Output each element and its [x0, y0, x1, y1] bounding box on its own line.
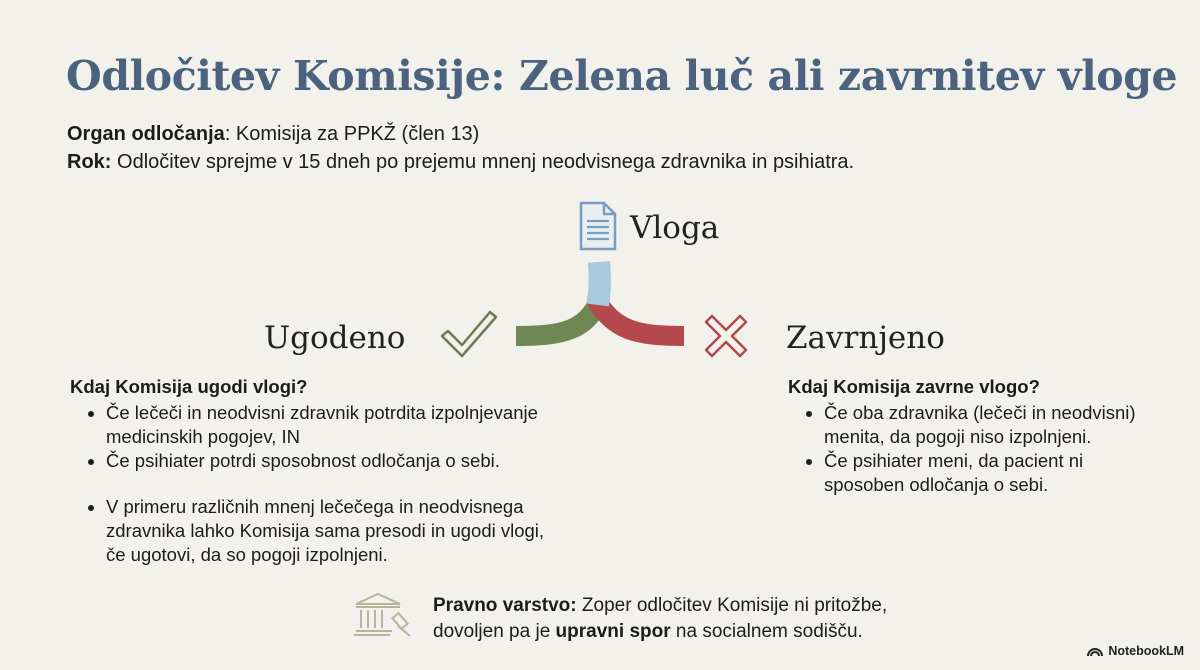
approve-heading: Kdaj Komisija ugodi vlogi? — [70, 376, 308, 397]
approved-label: Ugodeno — [264, 320, 406, 356]
rejected-label: Zavrnjeno — [786, 320, 945, 356]
list-item: • V primeru različnih mnenj lečečega in neodvisnega zdravnika lahko Komisija sama presodi in ugodi vlogi, če ugotovi, da so pogoji izpolnjeni. — [106, 495, 550, 567]
legal-text-1: Zoper odločitev Komisije ni pritožbe, — [576, 595, 888, 616]
brand-text: NotebookLM — [1108, 644, 1184, 658]
notebooklm-icon — [1087, 645, 1103, 657]
legal-text-2b: upravni spor — [555, 621, 671, 642]
organ-value: : Komisija za PPKŽ (člen 13) — [224, 123, 480, 145]
legal-text-2a: dovoljen pa je — [433, 621, 556, 642]
cross-icon — [706, 316, 746, 356]
reject-criteria — [788, 375, 1168, 497]
list-item: • Če psihiater potrdi sposobnost odločanja o sebi. — [106, 449, 550, 473]
branch-reject — [596, 300, 684, 336]
check-icon — [442, 312, 496, 356]
organ-label: Organ odločanja — [67, 123, 225, 145]
approve-list — [70, 401, 550, 567]
reject-heading: Kdaj Komisija zavrne vlogo? — [788, 376, 1040, 397]
deadline-label: Rok: — [67, 151, 112, 173]
list-item: • Če psihiater meni, da pacient ni sposoben odločanja o sebi. — [824, 449, 1168, 497]
deadline-value: Odločitev sprejme v 15 dneh po prejemu mnenj neodvisnega zdravnika in psihiatra. — [111, 151, 855, 173]
legal-label: Pravno varstvo: — [433, 595, 577, 616]
approve-criteria — [70, 375, 550, 567]
page-title: Odločitev Komisije: Zelena luč ali zavrnitev vloge — [66, 52, 1178, 100]
list-item: • Če lečeči in neodvisni zdravnik potrdita izpolnjevanje medicinskih pogojev, IN — [106, 401, 550, 449]
courthouse-gavel-icon — [352, 592, 414, 638]
brand-logo — [1087, 644, 1184, 658]
list-item: • Če oba zdravnika (lečeči in neodvisni) menita, da pogoji niso izpolnjeni. — [824, 401, 1168, 449]
start-node-label: Vloga — [630, 210, 720, 246]
legal-remedy — [433, 593, 887, 645]
reject-list — [788, 401, 1168, 497]
branch-approve — [516, 300, 600, 336]
legal-text-2c: na socialnem sodišču. — [670, 621, 863, 642]
